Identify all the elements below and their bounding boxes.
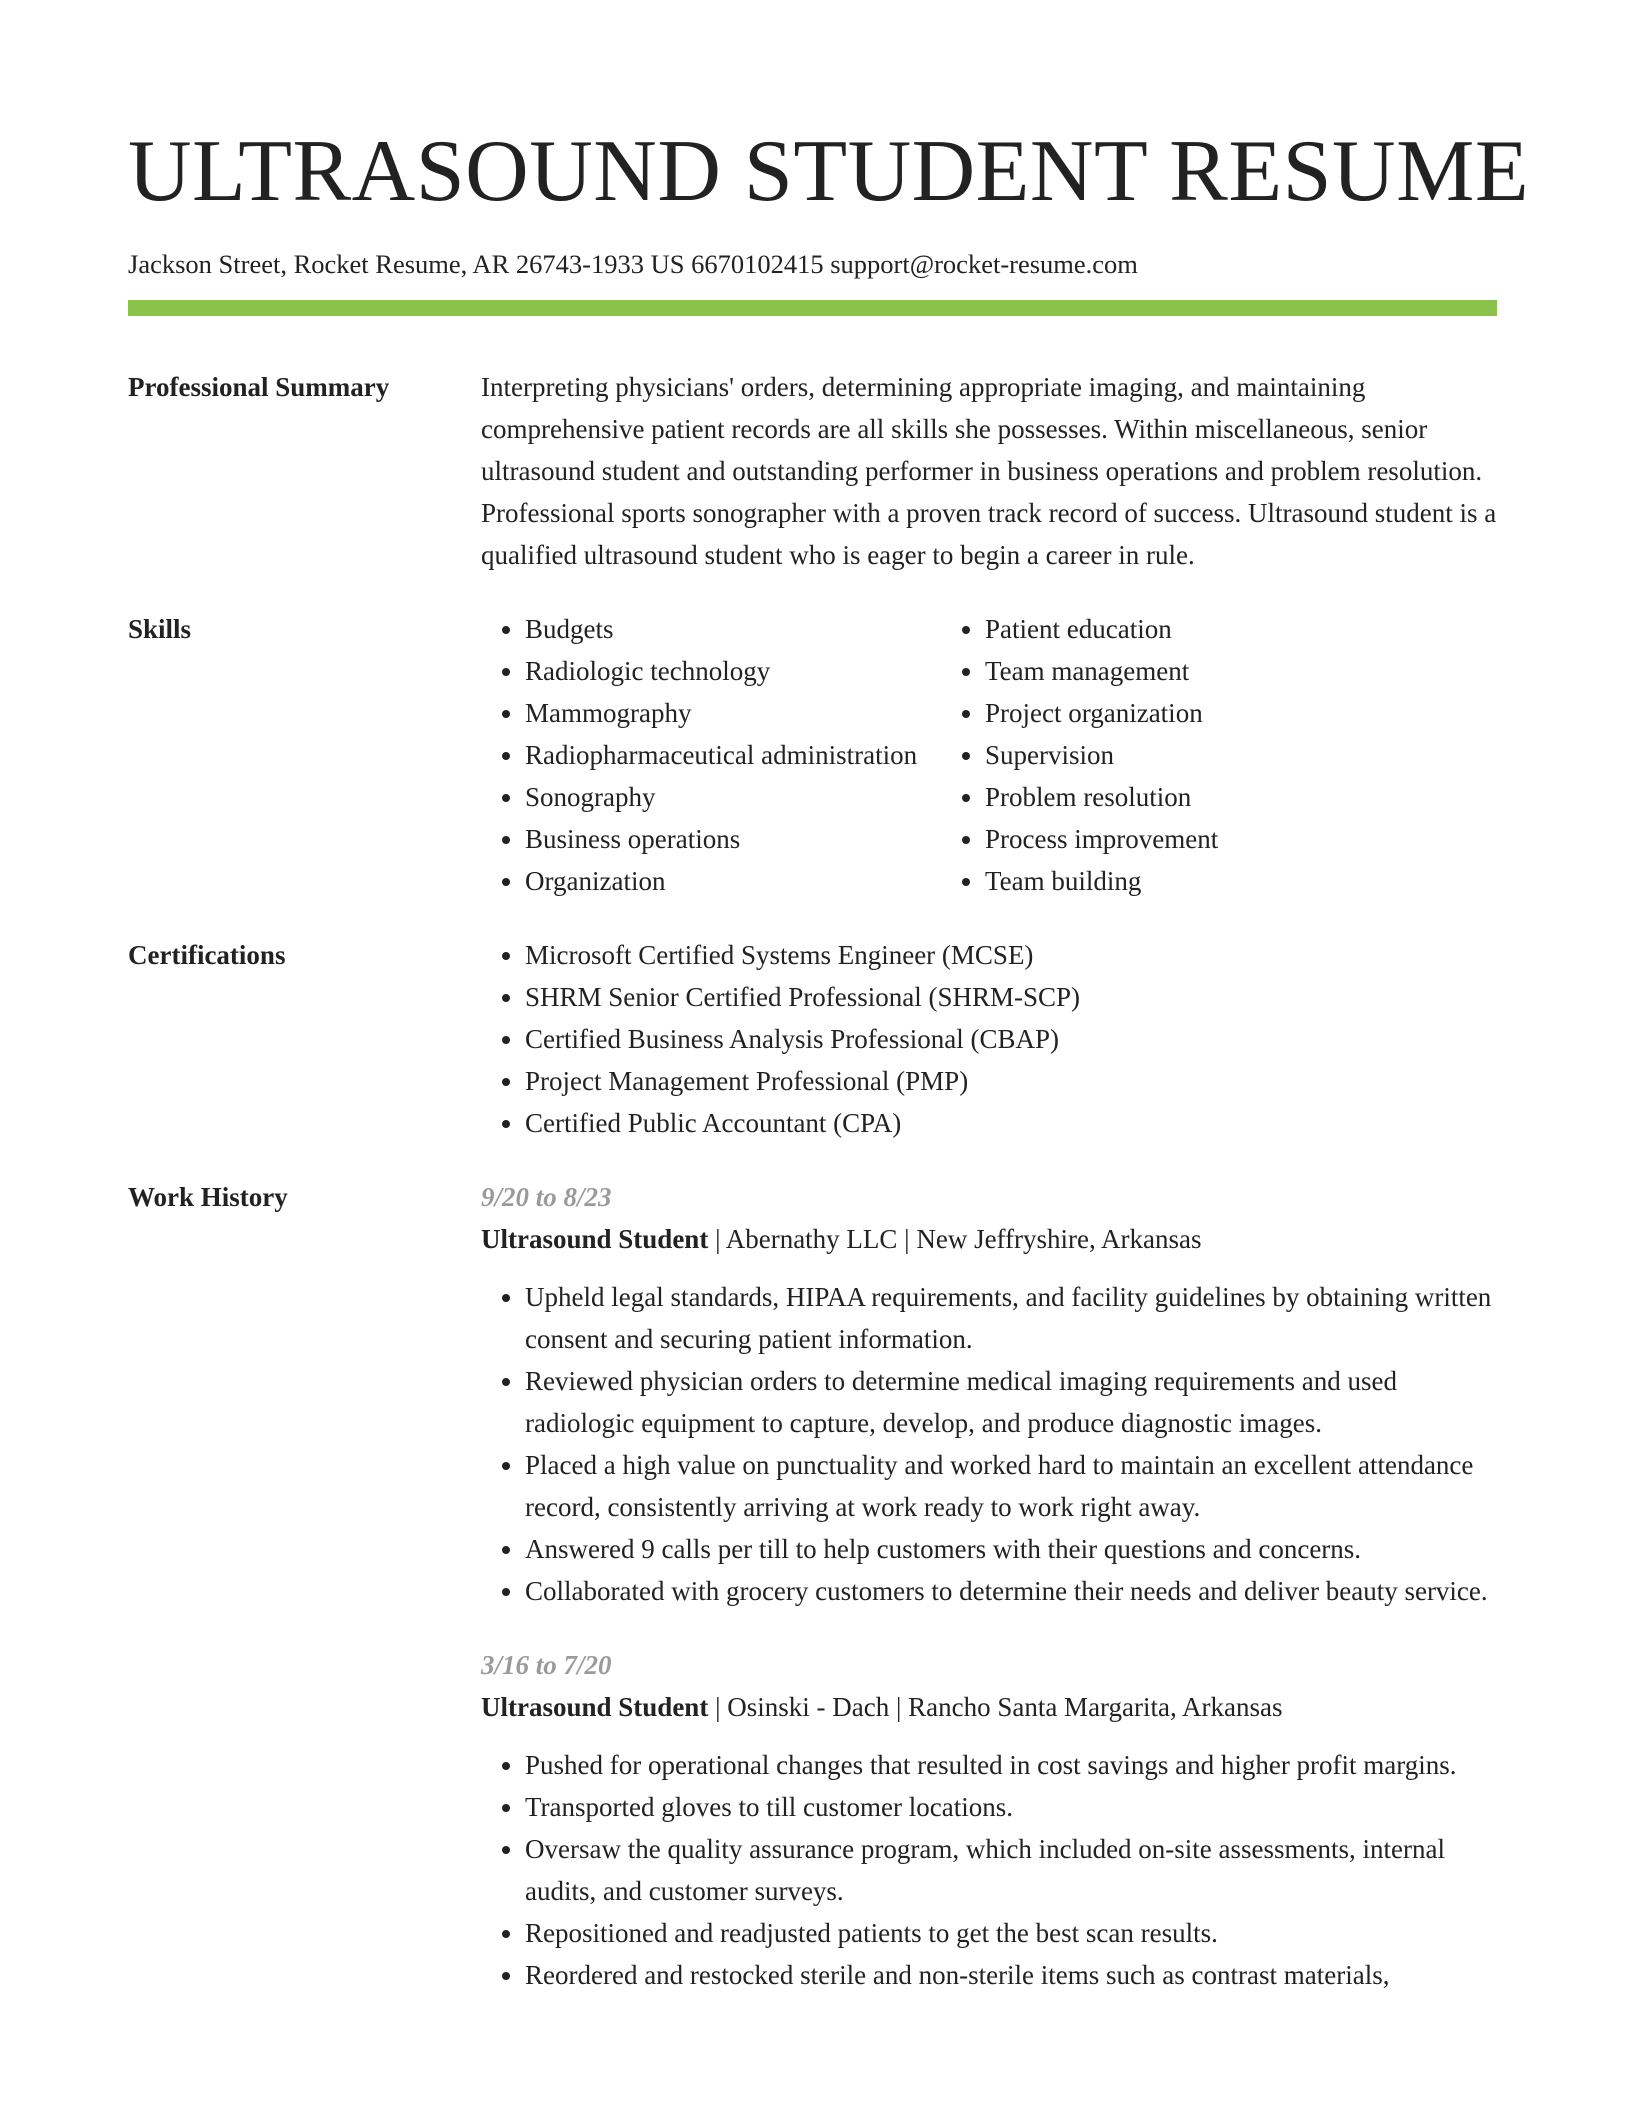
certification-item: • SHRM Senior Certified Professional (SHRM-SCP) — [525, 976, 1497, 1018]
skills-section — [128, 608, 1497, 902]
job-title: Ultrasound Student — [481, 1224, 709, 1254]
certification-item: • Certified Public Accountant (CPA) — [525, 1102, 1497, 1144]
skills-heading: Skills — [128, 614, 192, 644]
certifications-section — [128, 934, 1497, 1144]
summary-section — [128, 366, 1497, 576]
skill-item: • Process improvement — [985, 818, 1218, 860]
job-bullet: • Reordered and restocked sterile and non-sterile items such as contrast materials, — [525, 1954, 1497, 1996]
job-bullet: • Reviewed physician orders to determine medical imaging requirements and used radiologic equipment to capture, develop, and produce diagnostic images. — [525, 1360, 1497, 1444]
job-company-location: | Abernathy LLC | New Jeffryshire, Arkansas — [708, 1224, 1202, 1254]
skill-item: • Organization — [525, 860, 941, 902]
skill-item: • Supervision — [985, 734, 1218, 776]
summary-heading: Professional Summary — [128, 372, 390, 402]
summary-text: Interpreting physicians' orders, determining appropriate imaging, and maintaining comprehensive patient records are all skills she possesses. Within miscellaneous, senior ultrasound student and outstanding performer in business operations and problem resolution. Professional sports sonographer with a proven track record of success. Ultrasound student is a qualified ultrasound student who is eager to begin a career in rule. — [481, 372, 1497, 570]
job-heading — [481, 1686, 1497, 1728]
certification-item: • Microsoft Certified Systems Engineer (MCSE) — [525, 934, 1497, 976]
job-bullet: • Placed a high value on punctuality and worked hard to maintain an excellent attendance record, consistently arriving at work ready to work right away. — [525, 1444, 1497, 1528]
job-entry — [481, 1176, 1497, 1612]
job-company-location: | Osinski - Dach | Rancho Santa Margarita, Arkansas — [708, 1692, 1283, 1722]
work-history-heading: Work History — [128, 1182, 288, 1212]
skill-item: • Sonography — [525, 776, 941, 818]
skill-item: • Radiologic technology — [525, 650, 941, 692]
job-entry — [481, 1644, 1497, 1996]
certifications-heading: Certifications — [128, 940, 286, 970]
job-bullet: • Upheld legal standards, HIPAA requirements, and facility guidelines by obtaining written consent and securing patient information. — [525, 1276, 1497, 1360]
job-dates: 9/20 to 8/23 — [481, 1182, 612, 1212]
work-history-body — [481, 1176, 1497, 1996]
certification-item: • Certified Business Analysis Professional (CBAP) — [525, 1018, 1497, 1060]
skills-list-left — [481, 608, 941, 902]
summary-body — [481, 366, 1497, 576]
work-history-section — [128, 1176, 1497, 1996]
skill-item: • Radiopharmaceutical administration — [525, 734, 941, 776]
skill-item: • Problem resolution — [985, 776, 1218, 818]
skill-item: • Business operations — [525, 818, 941, 860]
skills-list-right — [941, 608, 1218, 902]
job-bullet: • Oversaw the quality assurance program, which included on-site assessments, internal audits, and customer surveys. — [525, 1828, 1497, 1912]
job-title: Ultrasound Student — [481, 1692, 709, 1722]
skills-body — [481, 608, 1497, 902]
certifications-list — [481, 934, 1497, 1144]
skill-item: • Budgets — [525, 608, 941, 650]
contact-line: Jackson Street, Rocket Resume, AR 26743-1933 US 6670102415 support@rocket-resume.com — [128, 249, 1138, 279]
accent-divider — [128, 300, 1497, 316]
job-bullet: • Collaborated with grocery customers to determine their needs and deliver beauty service. — [525, 1570, 1497, 1612]
job-bullets — [481, 1744, 1497, 1996]
job-bullet: • Pushed for operational changes that resulted in cost savings and higher profit margins. — [525, 1744, 1497, 1786]
skill-item: • Team management — [985, 650, 1218, 692]
job-dates: 3/16 to 7/20 — [481, 1650, 612, 1680]
skill-item: • Team building — [985, 860, 1218, 902]
job-bullet: • Repositioned and readjusted patients to get the best scan results. — [525, 1912, 1497, 1954]
skill-item: • Mammography — [525, 692, 941, 734]
certification-item: • Project Management Professional (PMP) — [525, 1060, 1497, 1102]
skill-item: • Project organization — [985, 692, 1218, 734]
job-heading — [481, 1218, 1497, 1260]
certifications-body — [481, 934, 1497, 1144]
job-bullet: • Answered 9 calls per till to help customers with their questions and concerns. — [525, 1528, 1497, 1570]
resume-title: ULTRASOUND STUDENT RESUME — [128, 123, 1530, 220]
job-bullet: • Transported gloves to till customer locations. — [525, 1786, 1497, 1828]
skill-item: • Patient education — [985, 608, 1218, 650]
job-bullets — [481, 1276, 1497, 1612]
